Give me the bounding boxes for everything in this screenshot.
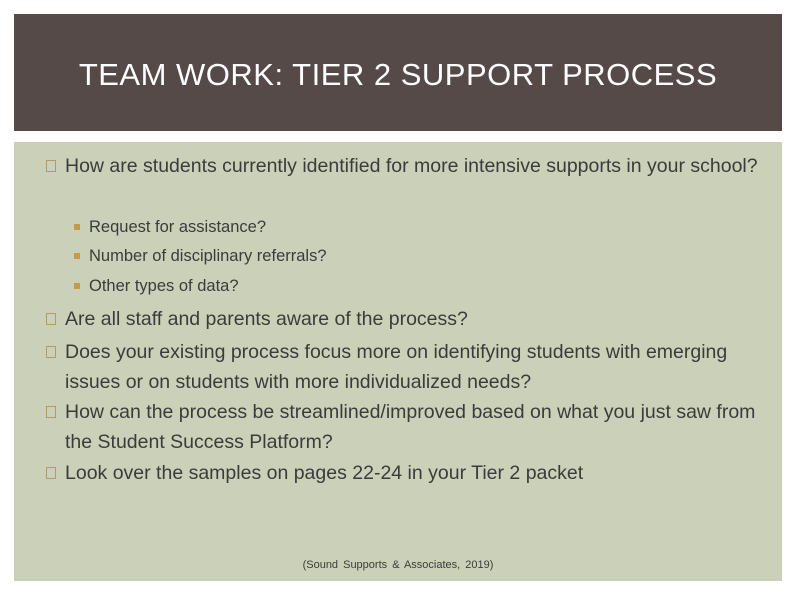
square-outline-bullet-icon xyxy=(46,346,56,358)
title-bar xyxy=(14,14,782,131)
square-outline-bullet-icon xyxy=(46,313,56,325)
bullet-text: How can the process be streamlined/improved based on what you just saw from the Student Success Platform? xyxy=(65,401,756,453)
sub-bullet-item xyxy=(74,275,239,297)
sub-bullet-text: Other types of data? xyxy=(89,277,239,295)
content-panel xyxy=(14,142,782,581)
bullet-item xyxy=(46,304,766,334)
sub-bullet-item xyxy=(74,216,266,238)
square-bullet-icon xyxy=(74,253,80,259)
square-bullet-icon xyxy=(74,224,80,230)
bullet-text: Are all staff and parents aware of the process? xyxy=(65,308,468,330)
square-bullet-icon xyxy=(74,283,80,289)
sub-bullet-item xyxy=(74,245,327,267)
sub-bullet-text: Request for assistance? xyxy=(89,218,267,236)
bullet-text: How are students currently identified for more intensive supports in your school? xyxy=(65,155,758,177)
bullet-text: Does your existing process focus more on identifying students with emerging issues or on students with more individualized needs? xyxy=(65,341,728,393)
slide-title: TEAM WORK: TIER 2 SUPPORT PROCESS xyxy=(78,56,718,92)
square-outline-bullet-icon xyxy=(46,467,56,479)
bullet-item xyxy=(46,397,766,457)
bullet-text: Look over the samples on pages 22-24 in your Tier 2 packet xyxy=(65,462,584,484)
square-outline-bullet-icon xyxy=(46,160,56,172)
square-outline-bullet-icon xyxy=(46,406,56,418)
bullet-item xyxy=(46,458,766,488)
bullet-item xyxy=(46,337,766,397)
bullet-item xyxy=(46,151,766,181)
citation: (Sound Supports & Associates, 2019) xyxy=(302,559,494,571)
sub-bullet-text: Number of disciplinary referrals? xyxy=(89,247,327,265)
